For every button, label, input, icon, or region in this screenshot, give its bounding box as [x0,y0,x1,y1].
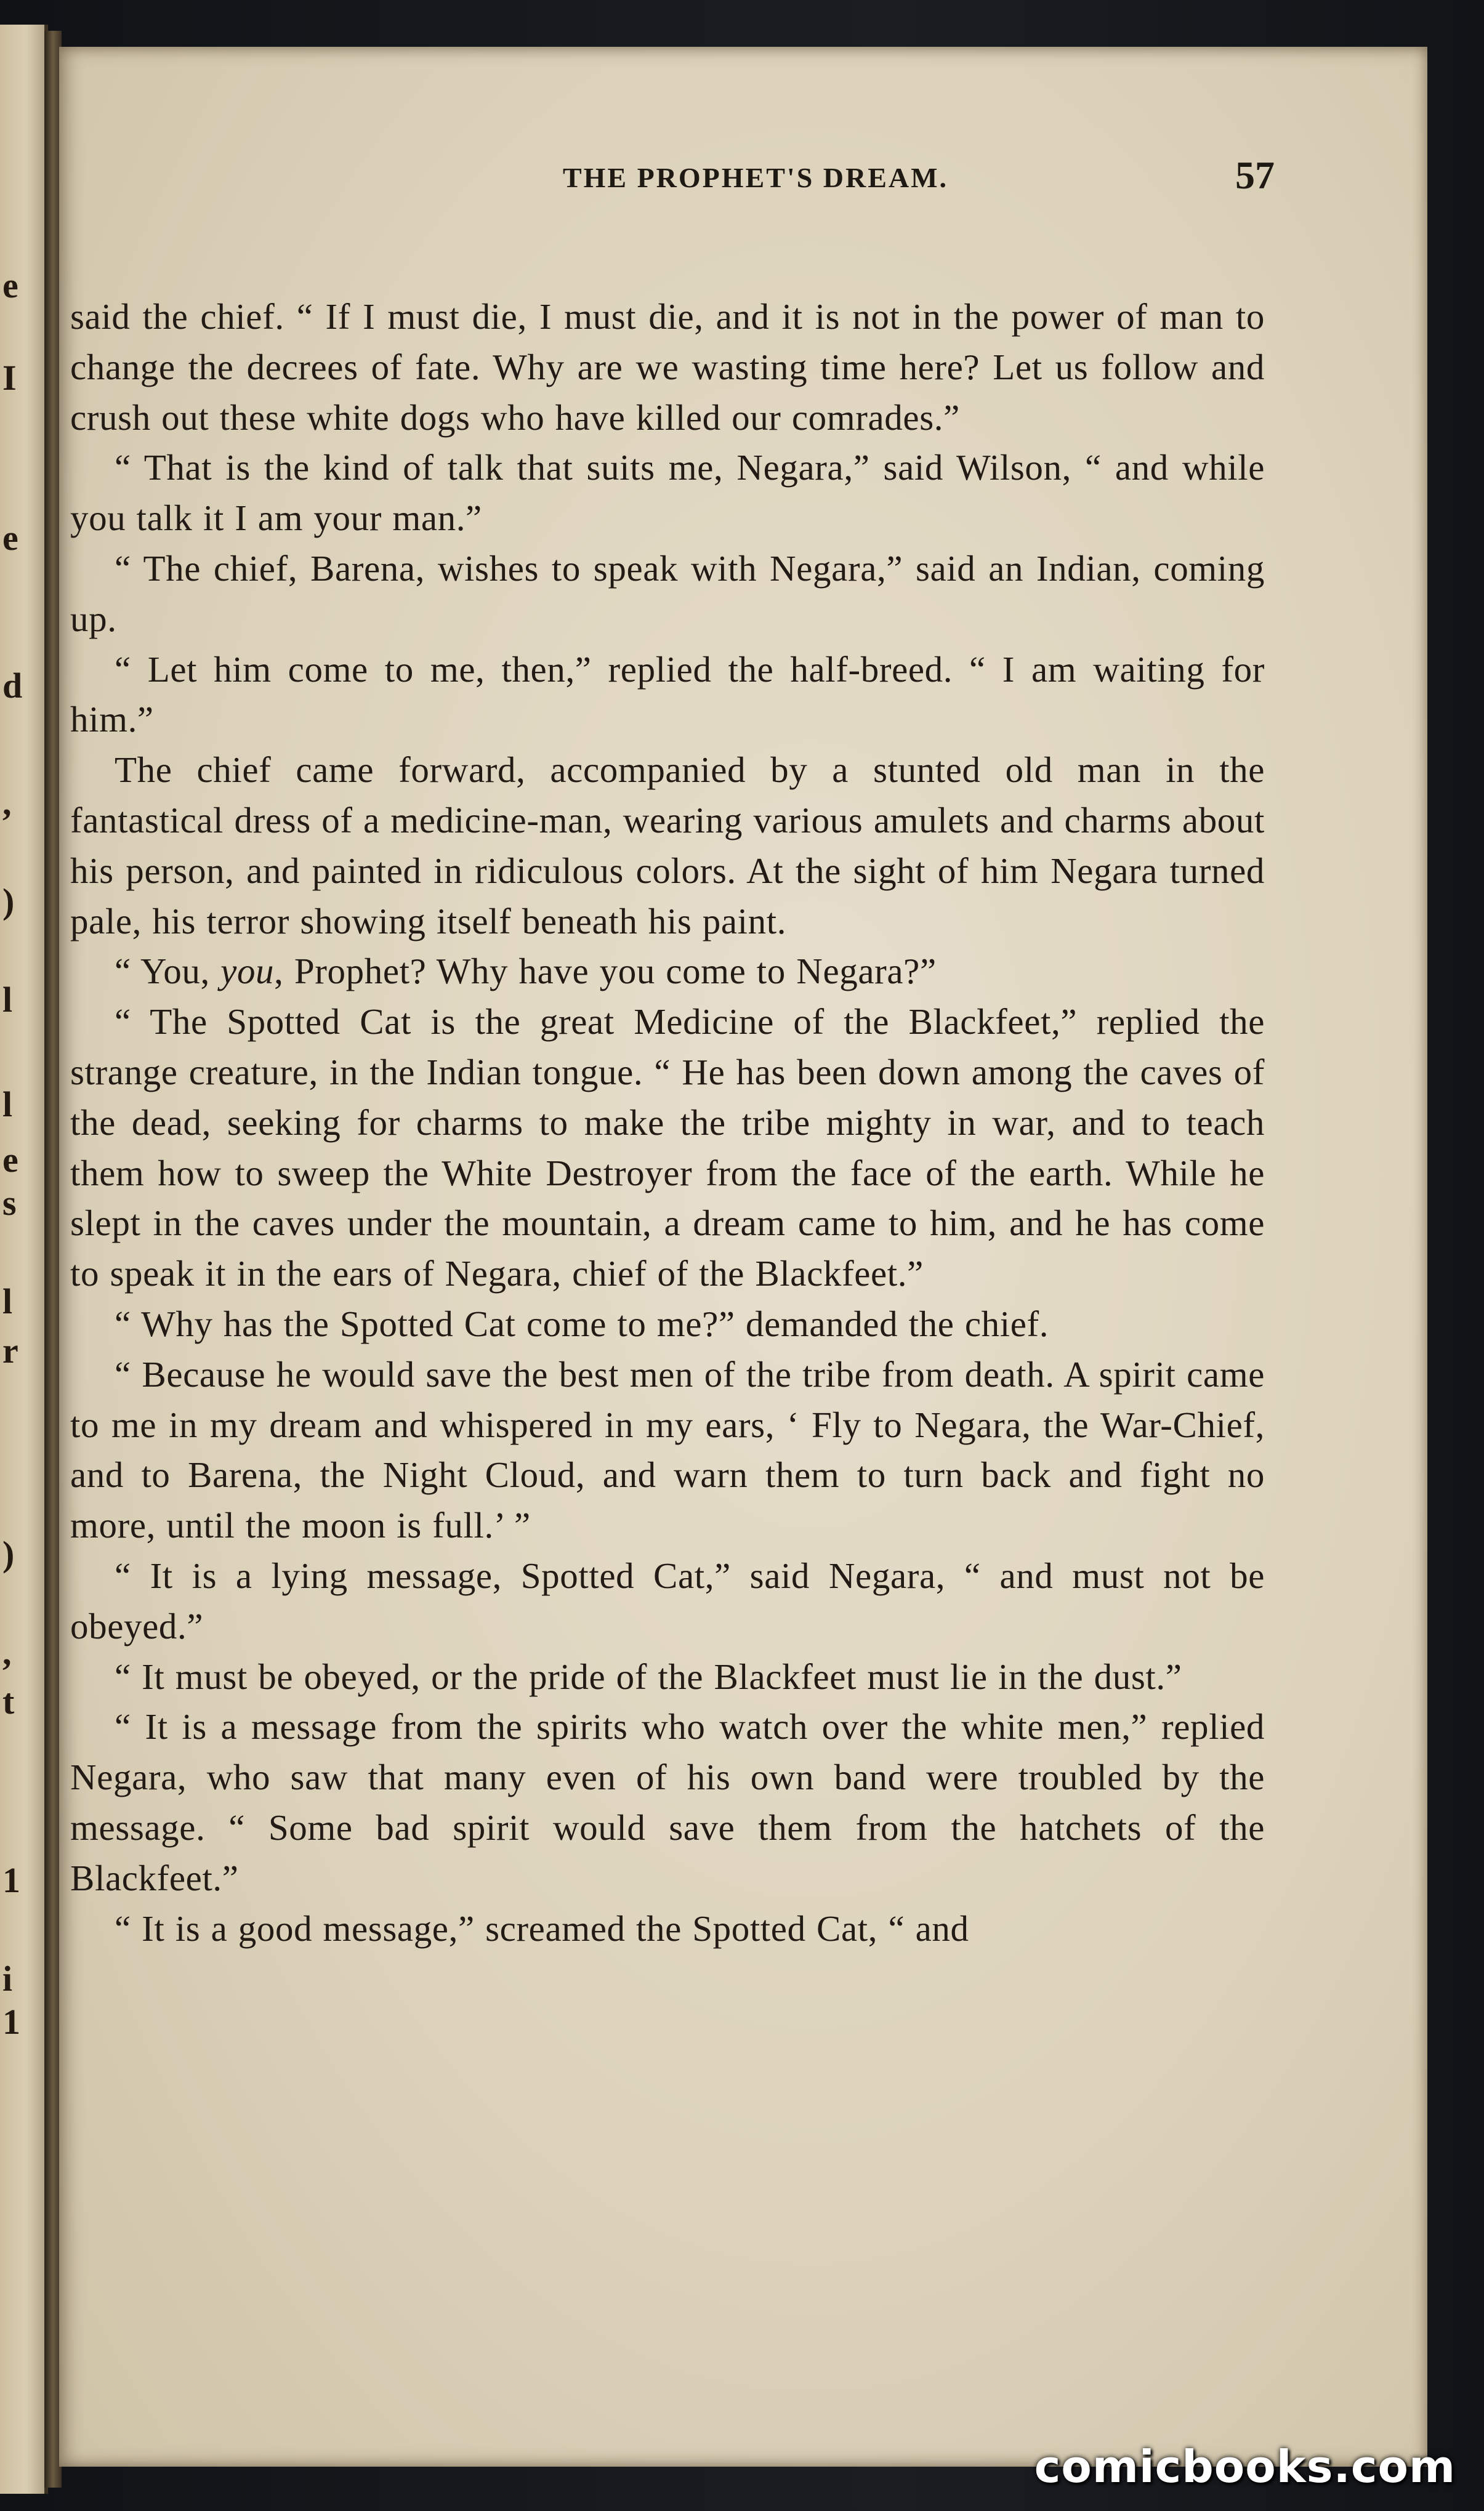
facing-page-fragment: 1 [2,1860,20,1900]
paragraph: “ The Spotted Cat is the great Medicine of the Blackfeet,” replied the strange creature, in the Indian tongue. “ He has been down among the caves of the dead, seeking for charms to make the tribe mighty in war, and to teach them how to sweep the White Destroyer from the face of the earth. While he slept in the caves under the mountain, a dream came to him, and he has come to speak it in the ears of Negara, chief of the Blackfeet.” [70,1001,1265,1294]
emphasis: you [220,951,275,992]
facing-page-fragment: e [2,265,18,305]
paragraph: “ It is a good message,” screamed the Spotted Cat, “ and [115,1908,969,1949]
paragraph: “ Let him come to me, then,” replied the half-breed. “ I am waiting for him.” [70,648,1265,740]
body-text [70,292,1265,1954]
facing-page-fragment: l [2,980,13,1020]
paragraph: said the chief. “ If I must die, I must die, and it is not in the power of man to change the decrees of fate. Why are we wasting time here? Let us follow and crush out these white dogs who have killed our comrades.” [70,296,1265,438]
watermark: comicbooks.com [1034,2441,1456,2493]
running-title: THE PROPHET'S DREAM. [562,162,949,193]
facing-page-fragment: l [2,1281,13,1321]
facing-page-fragment: e [2,518,18,558]
page-number: 57 [1235,153,1275,197]
facing-page-fragment: t [2,1682,15,1722]
paragraph: “ Because he would save the best men of the tribe from death. A spirit came to me in my dream and whispered in my ears, ‘ Fly to Negara, the War-Chief, and to Barena, the Night Cloud, and warn them to turn back and fight no more, until the moon is full.’ ” [70,1353,1265,1546]
facing-page-fragment: r [2,1331,18,1371]
facing-page-fragment: e [2,1140,18,1180]
paragraph-part: , Prophet? Why have you come to Negara?” [274,951,937,992]
facing-page-edge [0,25,48,2494]
facing-page-fragment: , [2,1632,12,1672]
paragraph-part: “ You, [115,951,221,992]
paragraph: The chief came forward, accompanied by a stunted old man in the fantastical dress of a medicine-man, wearing various amulets and charms about his person, and painted in ridiculous colors. At the sight of him Negara turned pale, his terror showing itself beneath his paint. [70,749,1265,941]
facing-page-fragment: I [2,358,17,398]
paragraph: “ It is a lying message, Spotted Cat,” said Negara, “ and must not be obeyed.” [70,1555,1265,1646]
facing-page-fragment: d [2,666,23,706]
paragraph: “ It must be obeyed, or the pride of the Blackfeet must lie in the dust.” [115,1656,1182,1697]
facing-page-fragment: s [2,1183,17,1223]
paragraph: “ That is the kind of talk that suits me, Negara,” said Wilson, “ and while you talk it I am your man.” [70,447,1265,539]
paragraph: “ It is a message from the spirits who watch over the white men,” replied Negara, who saw that many even of his own band were troubled by the message. “ Some bad spirit would save them from the hatchets of the Blackfeet.” [70,1706,1265,1898]
facing-page-fragment: ) [2,1534,15,1574]
page-header [59,153,1427,217]
paragraph: “ Why has the Spotted Cat come to me?” demanded the chief. [115,1303,1049,1344]
facing-page-fragment: , [2,783,12,823]
paragraph: “ The chief, Barena, wishes to speak with Negara,” said an Indian, coming up. [70,547,1265,639]
paragraph [70,946,1265,997]
facing-page-fragment: l [2,1084,13,1124]
facing-page-fragment: ) [2,881,15,921]
facing-page-fragment: 1 [2,2002,20,2042]
facing-page-fragment: i [2,1959,13,1999]
book-page [59,47,1427,2467]
